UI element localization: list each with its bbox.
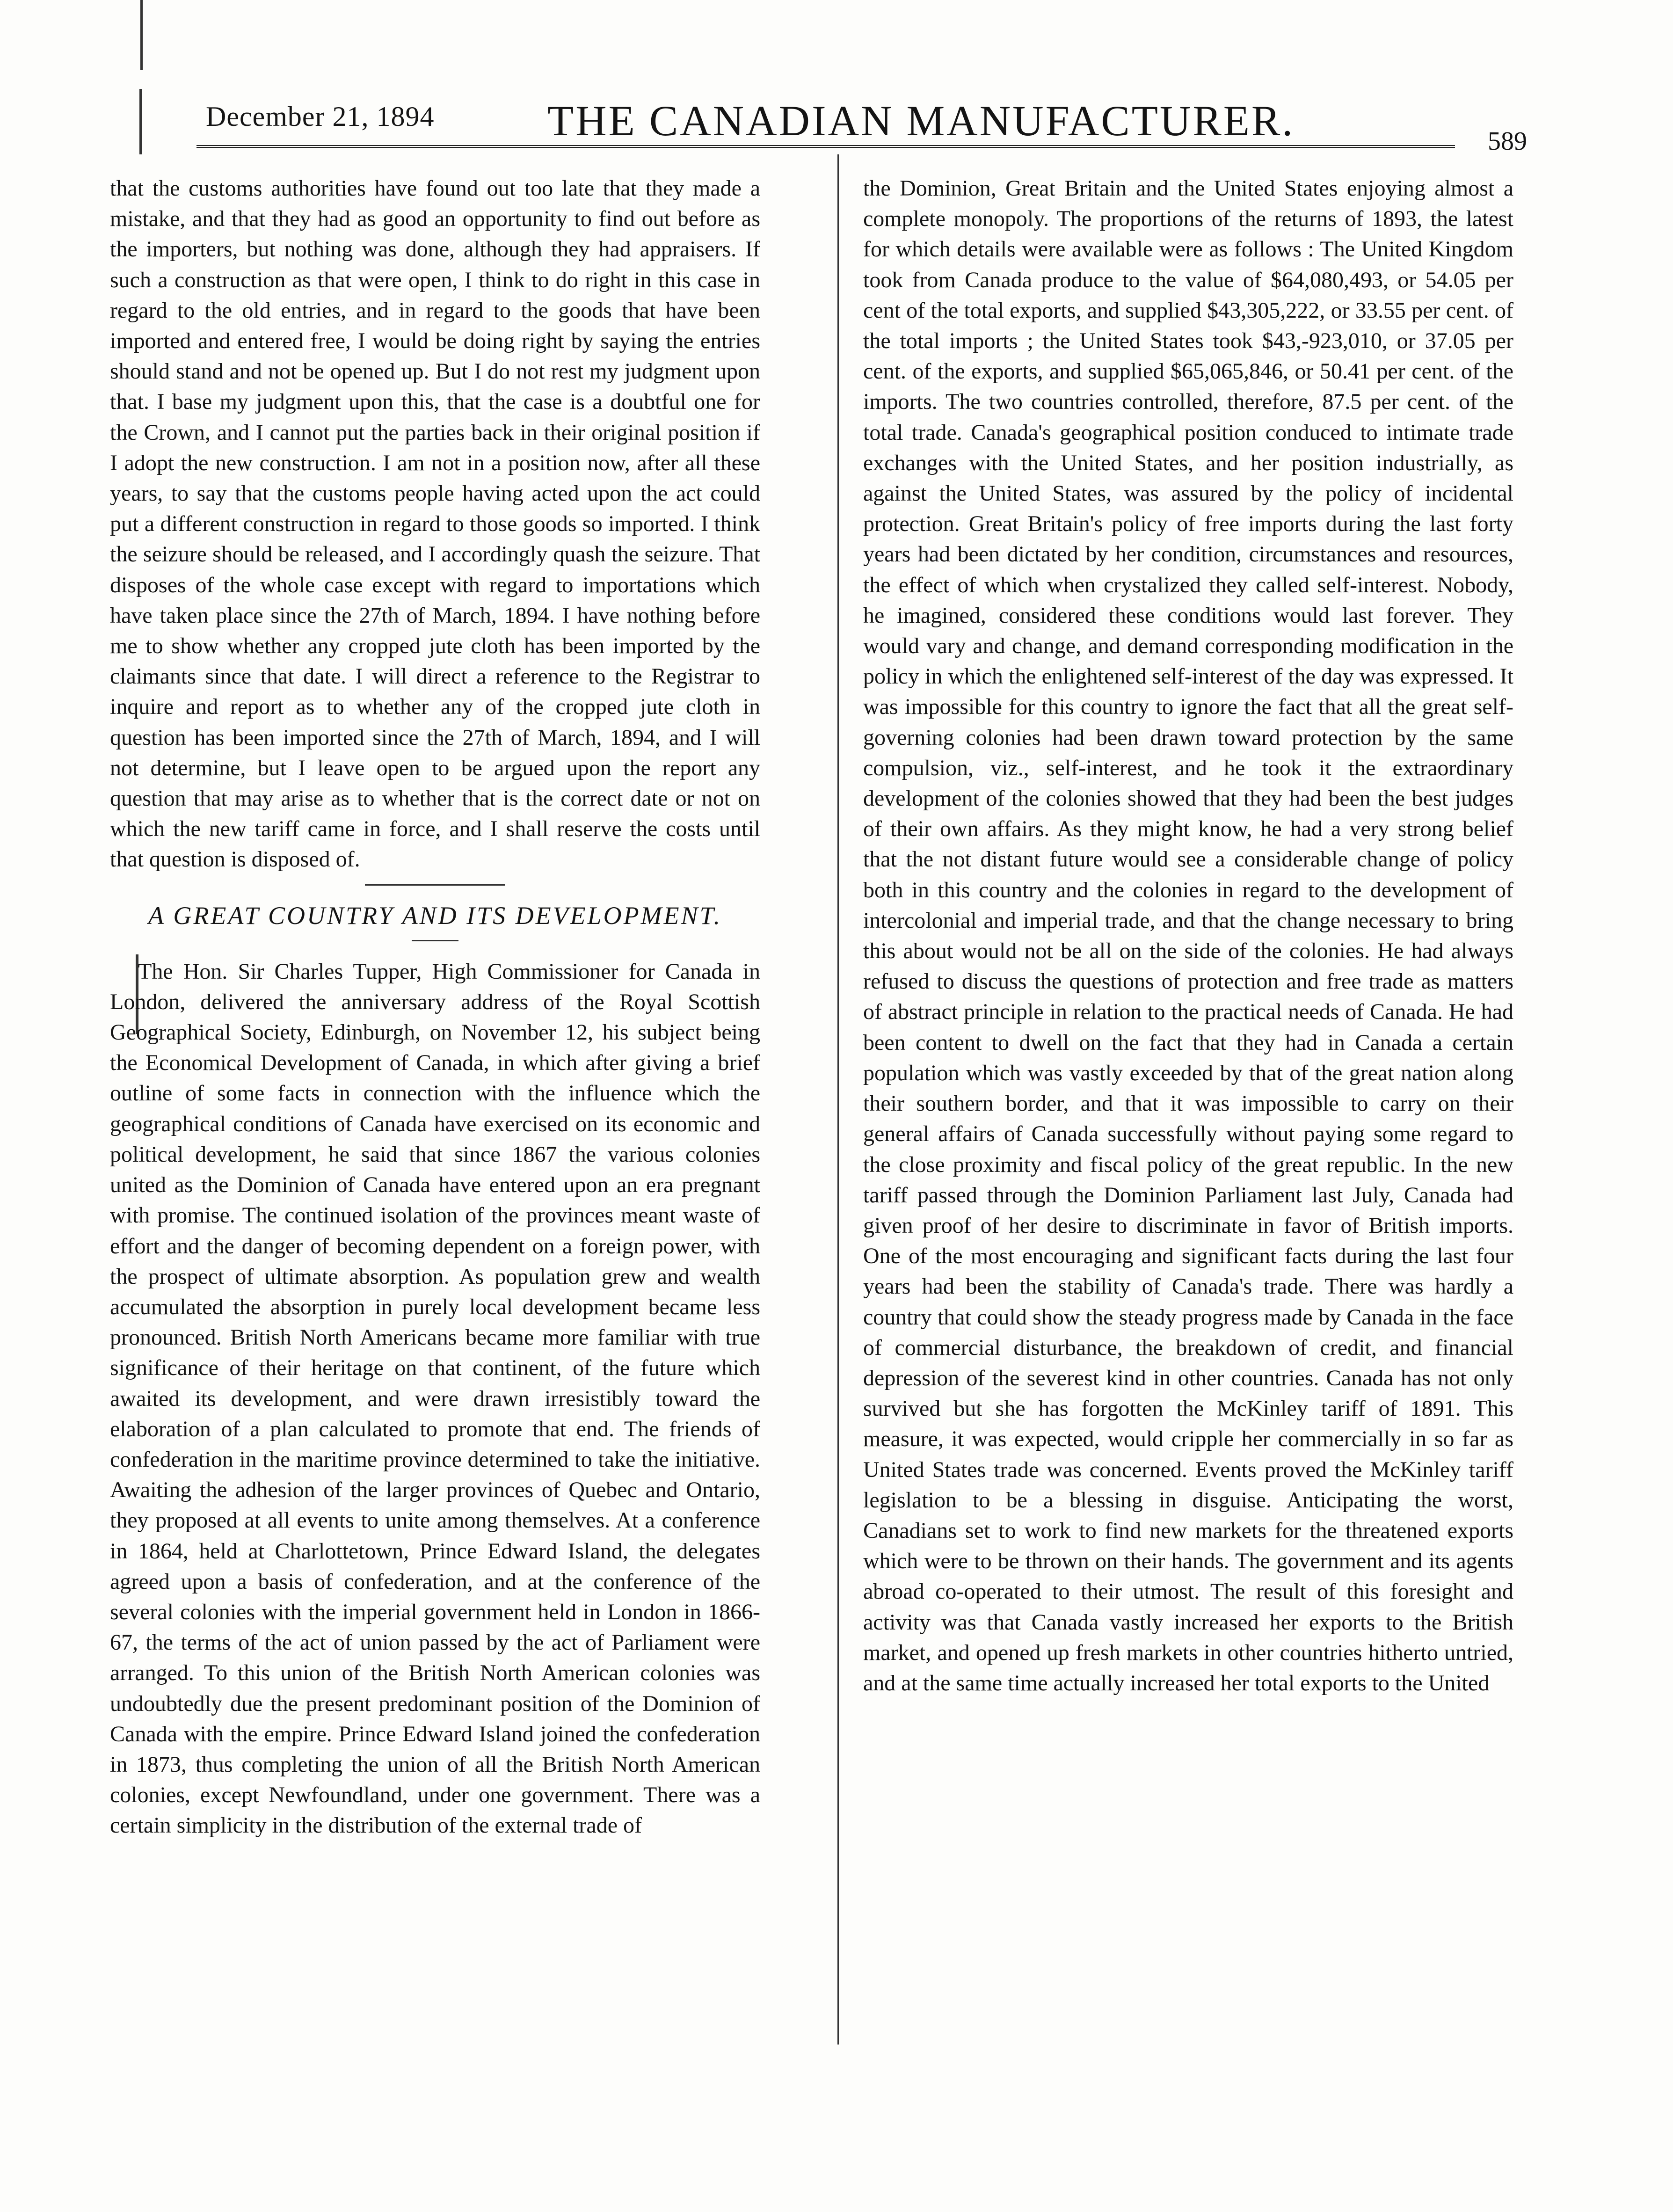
section-title-rule — [412, 940, 458, 941]
page-number: 589 — [1488, 127, 1527, 156]
section-divider — [365, 884, 505, 886]
column-divider — [837, 154, 839, 2045]
publication-title: THE CANADIAN MANUFACTURER. — [547, 97, 1295, 145]
article-paragraph-continued: the Dominion, Great Britain and the United States enjoying almost a complete monopoly. The proportions of the returns of 1893, the latest for which details were available were as follows : The United Kingdom took from Canada produce to the value of $64,080,493, or 54.05 per cent of the total exports, and supplied $43,305,222, or 33.55 per cent. of the total imports ; the United States took $43,-923,010, or 37.05 per cent. of the exports, and supplied $65,065,846, or 50.41 per cent. of the imports. The two countries controlled, therefore, 87.5 per cent. of the total trade. Canada's geographical position conduced to intimate trade exchanges with the United States, and her position industrially, as against the United States, was assured by the policy of incidental protection. Great Britain's policy of free imports during the last forty years had been dictated by her condition, circumstances and resources, the effect of which when crystalized they called self-interest. Nobody, he imagined, considered these conditions would last forever. They would vary and change, and demand corresponding modification in the policy in which the enlightened self-interest of the day was expressed. It was impossible for this country to ignore the fact that all the great self-governing colonies had been drawn toward protection by the same compulsion, viz., self-interest, and he took it the extraordinary development of the colonies showed that they had been the best judges of their own affairs. As they might know, he had a very strong belief that the not distant future would see a considerable change of policy both in this country and the colonies in regard to the development of intercolonial and imperial trade, and that the change necessary to bring this about would not be all on the side of the colonies. He had always refused to discuss the questions of protection and free trade as matters of abstract principle in relation to the practical needs of Canada. He had been content to dwell on the fact that they had in Canada a certain population which was vastly exceeded by that of the great nation along their southern border, and that it was impossible to carry on their general affairs of Canada successfully without paying some regard to the close proximity and fiscal policy of the great republic. In the new tariff passed through the Dominion Parliament last July, Canada had given proof of her desire to discriminate in favor of British imports. One of the most encouraging and significant facts during the last four years had been the stability of Canada's trade. There was hardly a country that could show the steady progress made by Canada in the face of commercial disturbance, the breakdown of credit, and financial depression of the severest kind in other countries. Canada has not only survived but she has forgotten the McKinley tariff of 1891. This measure, it was expected, would cripple her commercially in so far as United States trade was concerned. Events proved the McKinley tariff legislation to be a blessing in disguise. Anticipating the worst, Canadians set to work to find new markets for the threatened exports which were to be thrown on their hands. The government and its agents abroad co-operated to their utmost. The result of this foresight and activity was that Canada vastly increased her exports to the British market, and opened up fresh markets in other countries hitherto untried, and at the same time actually increased her total exports to the United — [863, 176, 1513, 1695]
section-title: A GREAT COUNTRY AND ITS DEVELOPMENT. — [148, 901, 722, 930]
margin-mark-mid — [139, 89, 142, 154]
issue-date: December 21, 1894 — [206, 101, 435, 132]
right-column — [863, 173, 1513, 1698]
header-rule — [196, 145, 1455, 148]
continued-paragraph: that the customs authorities have found out too late that they made a mistake, and that they had as good an opportunity to find out before as the importers, but nothing was done, although they had appraisers. If such a construction as that were open, I think to do right in this case in regard to the old entries, and in regard to the goods that have been imported and entered free, I would be doing right by saying the entries should stand and not be opened up. But I do not rest my judgment upon that. I base my judgment upon this, that the case is a doubtful one for the Crown, and I cannot put the parties back in their original position if I adopt the new construction. I am not in a position now, after all these years, to say that the customs people having acted upon the act could put a different construction in regard to those goods so imported. I think the seizure should be released, and I accordingly quash the seizure. That disposes of the whole case except with regard to importations which have taken place since the 27th of March, 1894. I have nothing before me to show whether any cropped jute cloth has been imported by the claimants since that date. I will direct a reference to the Registrar to inquire and report as to whether any of the cropped jute cloth in question has been imported since the 27th of March, 1894, and I will not determine, but I leave open to be argued upon the report any question that may arise as to whether that is the correct date or not on which the new tariff came in force, and I shall reserve the costs until that question is disposed of. — [110, 176, 760, 872]
left-column — [110, 173, 760, 1841]
margin-mark-top — [140, 0, 143, 70]
article-paragraph: The Hon. Sir Charles Tupper, High Commissioner for Canada in London, delivered the anniversary address of the Royal Scottish Geographical Society, Edinburgh, on November 12, his subject being the Economical Development of Canada, in which after giving a brief outline of some facts in connection with the influence which the geographical conditions of Canada have exercised on its economic and political development, he said that since 1867 the various colonies united as the Dominion of Canada have entered upon an era pregnant with promise. The continued isolation of the provinces meant waste of effort and the danger of becoming dependent on a foreign power, with the prospect of ultimate absorption. As population grew and wealth accumulated the absorption in purely local development became less pronounced. British North Americans became more familiar with true significance of their heritage on that continent, of the future which awaited its development, and were drawn irresistibly toward the elaboration of a plan calculated to promote that end. The friends of confederation in the maritime province determined to take the initiative. Awaiting the adhesion of the larger provinces of Quebec and Ontario, they proposed at all events to unite among themselves. At a conference in 1864, held at Charlottetown, Prince Edward Island, the delegates agreed upon a basis of confederation, and at the conference of the several colonies with the imperial government held in London in 1866-67, the terms of the act of union passed by the act of Parliament were arranged. To this union of the British North American colonies was undoubtedly due the present predominant position of the Dominion of Canada with the empire. Prince Edward Island joined the confederation in 1873, thus completing the union of all the British North American colonies, except Newfoundland, under one government. There was a certain simplicity in the distribution of the external trade of — [110, 959, 760, 1838]
